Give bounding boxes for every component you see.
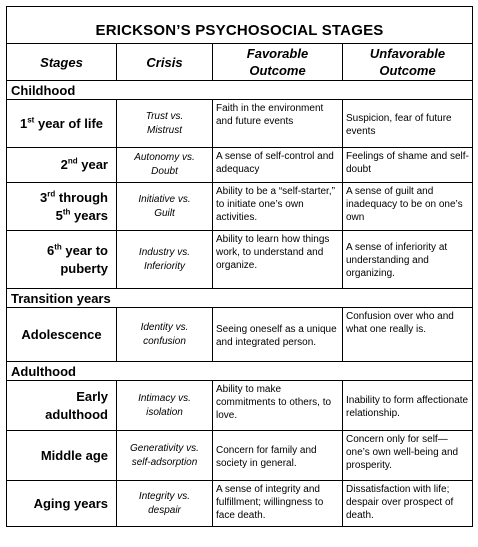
stage-text: 5 — [55, 207, 63, 223]
crisis-text: isolation — [146, 406, 183, 418]
stage-cell — [7, 100, 117, 148]
header-row — [7, 44, 473, 81]
crisis-text: despair — [148, 504, 181, 516]
header-favorable-line2: Outcome — [249, 63, 306, 78]
crisis-text: confusion — [143, 335, 186, 347]
crisis-text: self-adsorption — [131, 456, 198, 468]
crisis-cell — [117, 381, 213, 431]
crisis-text: Inferiority — [143, 260, 186, 272]
stage-text: 1 — [20, 115, 28, 131]
stage-cell: Middle age — [7, 431, 117, 481]
unfavorable-cell: Inability to form affectionate relationship. — [343, 381, 473, 431]
stage-cell: Aging years — [7, 481, 117, 527]
header-unfavorable — [343, 44, 473, 81]
favorable-cell: A sense of self-control and adequacy — [213, 148, 343, 183]
header-stages: Stages — [7, 44, 117, 81]
unfavorable-cell: Feelings of shame and self-doubt — [343, 148, 473, 183]
crisis-text: Trust vs. — [145, 110, 184, 122]
unfavorable-cell: A sense of guilt and inadequacy to be on one’s own — [343, 183, 473, 231]
favorable-cell: Seeing oneself as a unique and integrated person. — [213, 308, 343, 362]
unfavorable-cell: Concern only for self—one’s own well-being and prosperity. — [343, 431, 473, 481]
header-unfavorable-line2: Outcome — [379, 63, 436, 78]
stage-ordinal: rd — [47, 189, 56, 199]
crisis-cell — [117, 231, 213, 289]
stage-text: year — [77, 157, 108, 172]
stage-cell: Adolescence — [7, 308, 117, 362]
stage-text: adulthood — [45, 406, 108, 422]
stage-cell — [7, 148, 117, 183]
stage-ordinal: nd — [67, 156, 78, 166]
table-row — [7, 381, 473, 431]
crisis-cell — [117, 100, 213, 148]
crisis-text: Industry vs. — [138, 246, 191, 258]
favorable-cell: Faith in the environment and future events — [213, 100, 343, 148]
crisis-text: Mistrust — [147, 124, 182, 136]
table-row — [7, 481, 473, 527]
unfavorable-cell: A sense of inferiority at understanding and organizing. — [343, 231, 473, 289]
favorable-cell: Ability to be a “self-starter,” to initiate one’s own activities. — [213, 183, 343, 231]
header-favorable — [213, 44, 343, 81]
table-row — [7, 148, 473, 183]
crisis-cell — [117, 481, 213, 527]
stage-ordinal: st — [27, 115, 35, 125]
crisis-text: Identity vs. — [140, 321, 189, 333]
favorable-cell: Ability to learn how things work, to understand and organize. — [213, 231, 343, 289]
section-childhood: Childhood — [7, 81, 473, 100]
favorable-cell: Ability to make commitments to others, to love. — [213, 381, 343, 431]
table-row — [7, 231, 473, 289]
table-row — [7, 308, 473, 362]
psychosocial-stages-table — [6, 6, 473, 527]
stage-text: through — [55, 189, 108, 205]
crisis-cell — [117, 148, 213, 183]
table-row — [7, 183, 473, 231]
stage-cell — [7, 381, 117, 431]
table-row — [7, 100, 473, 148]
crisis-cell — [117, 431, 213, 481]
stage-text: 3 — [40, 189, 48, 205]
table-row — [7, 431, 473, 481]
section-row-adulthood — [7, 362, 473, 381]
stage-text: 6 — [46, 242, 55, 258]
section-row-childhood — [7, 81, 473, 100]
crisis-text: Initiative vs. — [138, 193, 191, 205]
crisis-text: Integrity vs. — [138, 490, 191, 502]
crisis-cell — [117, 308, 213, 362]
stage-ordinal: th — [54, 242, 62, 252]
stage-text: puberty — [60, 260, 108, 276]
stage-cell — [7, 231, 117, 289]
stage-text: year to — [61, 242, 108, 258]
stage-text: 2 — [60, 157, 68, 172]
stage-cell — [7, 183, 117, 231]
stage-text: year of life — [34, 115, 103, 131]
unfavorable-cell: Confusion over who and what one really is. — [343, 308, 473, 362]
section-adulthood: Adulthood — [7, 362, 473, 381]
section-transition: Transition years — [7, 289, 473, 308]
crisis-text: Generativity vs. — [130, 442, 199, 454]
stages-table-container — [6, 6, 472, 541]
favorable-cell: Concern for family and society in general. — [213, 431, 343, 481]
crisis-text: Autonomy vs. — [134, 152, 195, 163]
header-unfavorable-line1: Unfavorable — [369, 46, 446, 61]
unfavorable-cell: Suspicion, fear of future events — [343, 100, 473, 148]
favorable-cell: A sense of integrity and fulfillment; willingness to face death. — [213, 481, 343, 527]
header-favorable-line1: Favorable — [246, 46, 309, 61]
table-title: ERICKSON’S PSYCHOSOCIAL STAGES — [7, 7, 473, 44]
header-crisis: Crisis — [117, 44, 213, 81]
section-row-transition — [7, 289, 473, 308]
crisis-text: Guilt — [154, 207, 175, 219]
crisis-text: Intimacy vs. — [138, 392, 191, 404]
stage-text: Early — [76, 388, 108, 404]
stage-text: years — [70, 207, 108, 223]
unfavorable-cell: Dissatisfaction with life; despair over prospect of death. — [343, 481, 473, 527]
crisis-text: Doubt — [151, 166, 178, 177]
crisis-cell — [117, 183, 213, 231]
stage-ordinal: th — [62, 207, 71, 217]
